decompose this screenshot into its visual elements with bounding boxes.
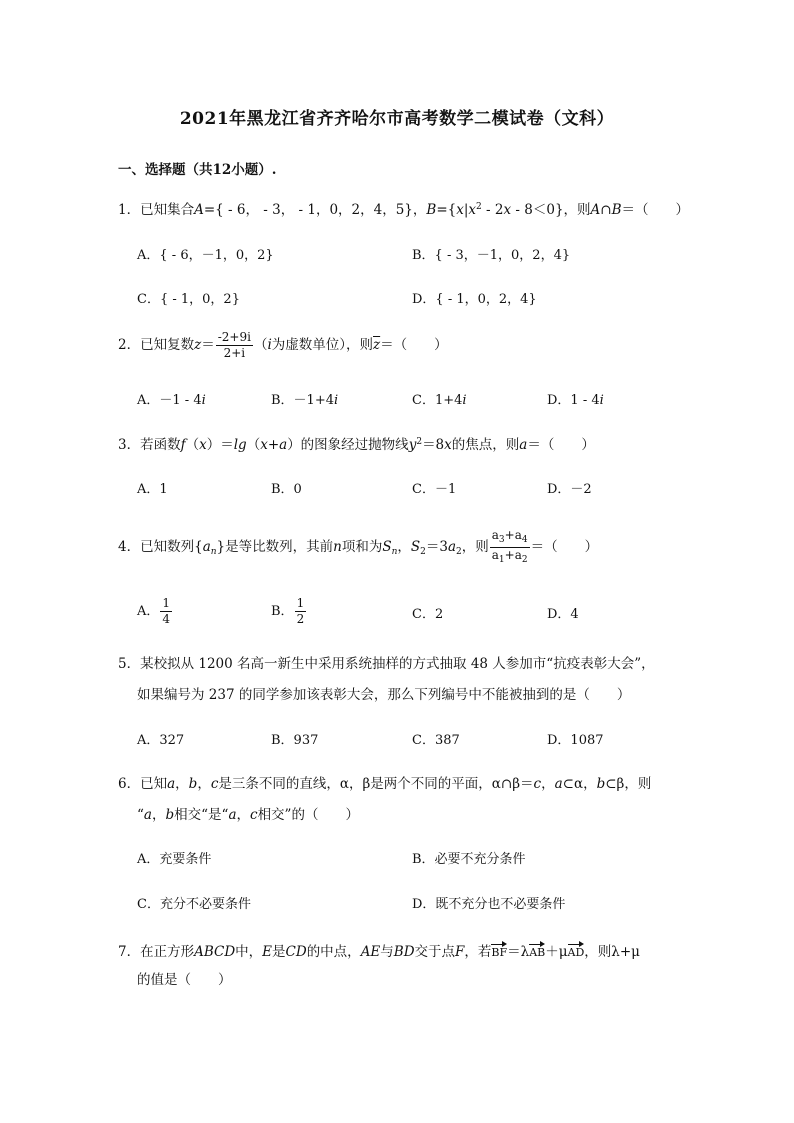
question-4-stem: 4．已知数列$\{a_n\}$是等比数列，其前n项和为$S_n$，$S_2=3a_2$，则 $\frac{a_3+a_4}{a_1+a_2}$ ＝（ ） bbox=[118, 528, 599, 565]
question-1-stem: 1．已知集合A={ - 6， - 3， - 1，0，2，4，5}，$B=\{x|x^2 - 2x - 8<0\}$，则A∩B＝（ ） bbox=[118, 202, 690, 218]
question-6-option-d[interactable]: D．既不充分也不必要条件 bbox=[412, 897, 566, 912]
question-6-stem-line-2: “a，b相交“是“a，c相交”的（ ） bbox=[137, 807, 359, 823]
question-1-option-b[interactable]: B．{ - 3，－1，0，2，4} bbox=[412, 248, 571, 263]
vector-bf: BF bbox=[491, 943, 507, 958]
question-5-option-b[interactable]: B．937 bbox=[271, 733, 319, 748]
question-2-option-d[interactable]: D．1 - 4i bbox=[547, 393, 604, 408]
question-3-option-a[interactable]: A．1 bbox=[137, 482, 168, 497]
complex-fraction: $\frac{-2+9i}{2+i}$ bbox=[217, 330, 251, 361]
section-heading: 一、选择题（共12小题）. bbox=[118, 162, 277, 178]
question-2-option-a[interactable]: A．－1 - 4i bbox=[137, 393, 206, 408]
question-5-stem-line-2: 如果编号为 237 的同学参加该表彰大会，那么下列编号中不能被抽到的是（ ） bbox=[137, 687, 631, 703]
question-5-option-a[interactable]: A．327 bbox=[137, 733, 185, 748]
question-2-stem: 2．已知复数z＝ $\frac{-2+9i}{2+i}$ （i为虚数单位），则$\overline{z}=$（ ） bbox=[118, 330, 448, 361]
question-4-option-a[interactable]: A． $\frac{1}{4}$ bbox=[137, 596, 171, 627]
question-5-stem-line-1: 5．某校拟从 1200 名高一新生中采用系统抽样的方式抽取 48 人参加市“抗疫表彰大会”， bbox=[118, 656, 655, 672]
question-3-option-d[interactable]: D．－2 bbox=[547, 482, 592, 497]
question-1-option-a[interactable]: A．{ - 6，－1，0，2} bbox=[137, 248, 274, 263]
question-5-option-d[interactable]: D．1087 bbox=[547, 733, 604, 748]
question-1-option-d[interactable]: D．{ - 1，0，2，4} bbox=[412, 292, 537, 307]
question-7-stem-line-2: 的值是（ ） bbox=[137, 972, 232, 988]
question-4-option-c[interactable]: C．2 bbox=[412, 607, 444, 622]
question-3-stem: 3．若函数f（x）＝lg（x+a）的图象经过抛物线$y^2=8x$的焦点，则a＝（ ） bbox=[118, 437, 595, 453]
question-6-option-b[interactable]: B．必要不充分条件 bbox=[412, 852, 526, 867]
vector-ab: AB bbox=[529, 943, 545, 958]
question-4-option-d[interactable]: D．4 bbox=[547, 607, 579, 622]
question-3-option-b[interactable]: B．0 bbox=[271, 482, 302, 497]
question-4-option-b[interactable]: B． $\frac{1}{2}$ bbox=[271, 596, 305, 627]
question-7-stem-line-1: 7．在正方形ABCD中，E是CD的中点，AE与BD交于点F，若BF＝λAB＋μAD，则λ+μ bbox=[118, 944, 640, 960]
question-6-option-c[interactable]: C．充分不必要条件 bbox=[137, 897, 251, 912]
vector-ad: AD bbox=[568, 943, 585, 958]
question-2-option-c[interactable]: C．1+4i bbox=[412, 393, 467, 408]
question-5-option-c[interactable]: C．387 bbox=[412, 733, 460, 748]
question-1-option-c[interactable]: C．{ - 1，0，2} bbox=[137, 292, 240, 307]
sequence-ratio-fraction: $\frac{a_3+a_4}{a_1+a_2}$ bbox=[491, 528, 528, 565]
question-3-option-c[interactable]: C．－1 bbox=[412, 482, 457, 497]
question-6-stem-line-1: 6．已知a，b，c是三条不同的直线，α，β是两个不同的平面，α∩β＝c，a⊂α，b⊂β，则 bbox=[118, 776, 652, 792]
exam-title: 2021年黑龙江省齐齐哈尔市高考数学二模试卷（文科） bbox=[179, 109, 615, 129]
question-2-option-b[interactable]: B．－1+4i bbox=[271, 393, 339, 408]
question-6-option-a[interactable]: A．充要条件 bbox=[137, 852, 212, 867]
